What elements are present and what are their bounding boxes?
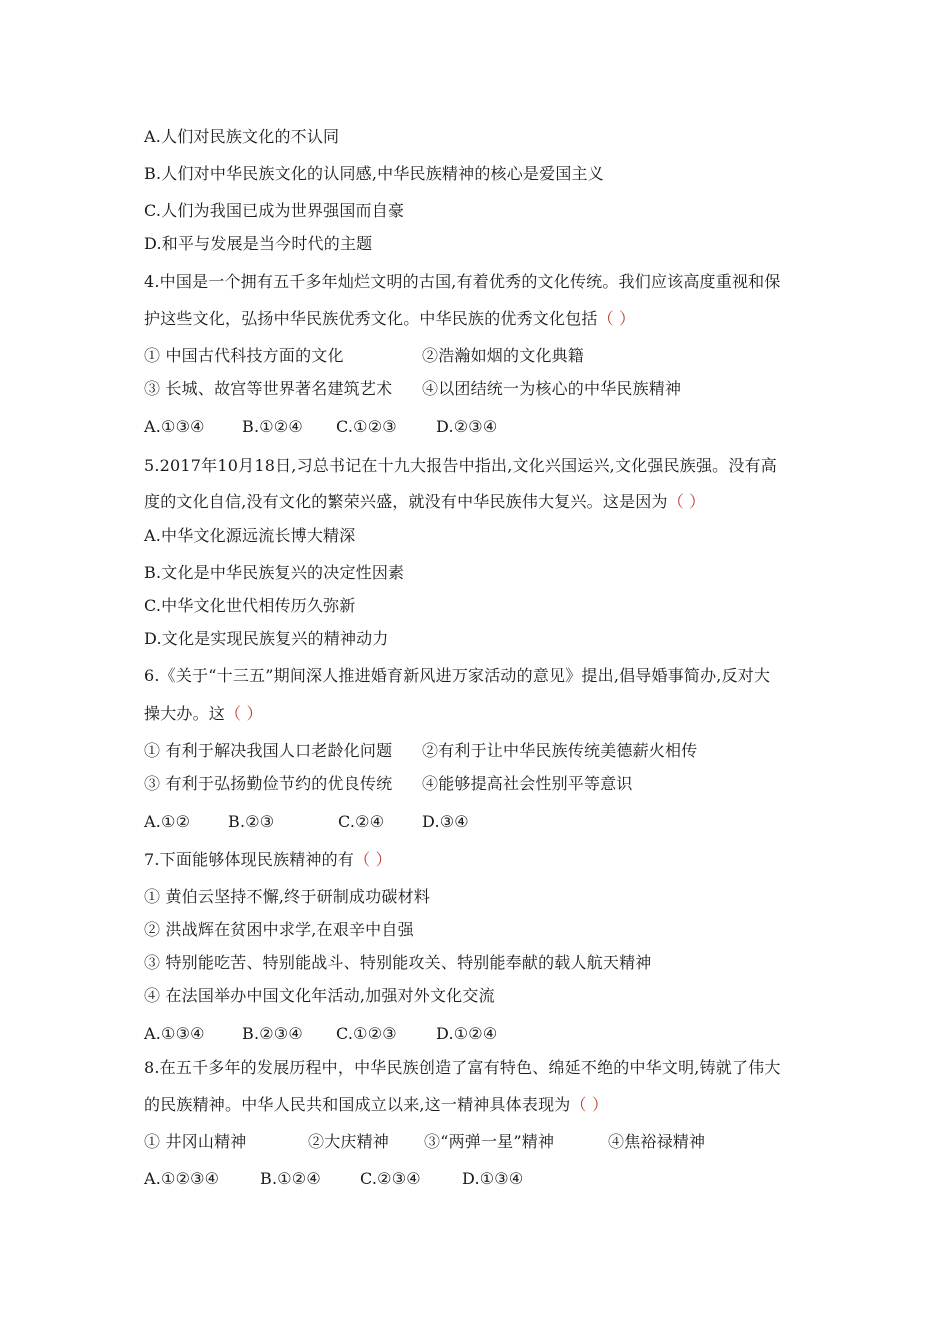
q7-choice-a: A.①③④ [144,1024,205,1043]
q8-answer-paren: （ ） [570,1095,609,1114]
q8-item-3: ③“两弹一星”精神 [424,1132,555,1151]
q6-choices [144,811,469,833]
q4-choice-b: B.①②④ [242,417,303,436]
q6-item-3: ③ 有利于弘扬勤俭节约的优良传统 [144,774,393,793]
q7-answer-paren: （ ） [354,850,392,869]
q4-item-4: ④以团结统一为核心的中华民族精神 [422,379,682,398]
q7-choice-d: D.①②④ [436,1024,498,1043]
q3-option-b: B.人们对中华民族文化的认同感,中华民族精神的核心是爱国主义 [144,164,604,183]
q8-stem-line1: 8.在五千多年的发展历程中，中华民族创造了富有特色、绵延不绝的中华文明,铸就了伟大 [144,1058,781,1077]
q6-answer-paren: （ ） [225,704,263,723]
q4-choice-a: A.①③④ [144,417,205,436]
q8-item-4: ④焦裕禄精神 [608,1132,706,1151]
q6-items-row2 [144,773,633,795]
q6-item-4: ④能够提高社会性别平等意识 [422,774,633,793]
q6-choice-d: D.③④ [422,812,469,831]
q7-item-3: ③ 特别能吃苦、特别能战斗、特别能攻关、特别能奉献的载人航天精神 [144,953,652,972]
q7-stem [144,849,392,871]
q6-items-row1 [144,740,697,762]
q3-option-d: D.和平与发展是当今时代的主题 [144,234,373,253]
q5-stem-text: 度的文化自信,没有文化的繁荣兴盛，就没有中华民族伟大复兴。这是因为 [144,492,668,511]
q8-stem-text: 的民族精神。中华人民共和国成立以来,这一精神具体表现为 [144,1095,571,1114]
q4-choice-c: C.①②③ [336,417,397,436]
q6-stem-text: 操大办。这 [144,704,226,723]
q5-stem-line2 [144,491,705,513]
q8-items [144,1131,705,1153]
q7-stem-text: 7.下面能够体现民族精神的有 [144,850,355,869]
q5-option-d: D.文化是实现民族复兴的精神动力 [144,629,389,648]
q8-choice-a: A.①②③④ [144,1169,220,1188]
q8-choice-b: B.①②④ [260,1169,321,1188]
q6-item-1: ① 有利于解决我国人口老龄化问题 [144,741,393,760]
q4-item-3: ③ 长城、故宫等世界著名建筑艺术 [144,379,393,398]
q5-option-c: C.中华文化世代相传历久弥新 [144,596,356,615]
q8-item-1: ① 井冈山精神 [144,1132,247,1151]
q4-stem-line1: 4.中国是一个拥有五千多年灿烂文明的古国,有着优秀的文化传统。我们应该高度重视和保 [144,272,781,291]
q4-items-row1 [144,345,584,367]
q7-item-1: ① 黄伯云坚持不懈,终于研制成功碳材料 [144,887,430,906]
q4-stem-text: 护这些文化，弘扬中华民族优秀文化。中华民族的优秀文化包括 [144,309,598,328]
q7-choice-c: C.①②③ [336,1024,397,1043]
q4-items-row2 [144,378,681,400]
q5-stem-line1: 5.2017年10月18日,习总书记在十九大报告中指出,文化兴国运兴,文化强民族强。没有高 [144,456,777,475]
q8-item-2: ②大庆精神 [308,1132,390,1151]
q6-choice-b: B.②③ [228,812,275,831]
q5-option-b: B.文化是中华民族复兴的决定性因素 [144,563,405,582]
q8-stem-line2 [144,1094,608,1116]
q7-item-4: ④ 在法国举办中国文化年活动,加强对外文化交流 [144,986,495,1005]
q6-choice-a: A.①② [144,812,191,831]
q4-item-1: ① 中国古代科技方面的文化 [144,346,344,365]
q4-item-2: ②浩瀚如烟的文化典籍 [422,346,585,365]
q8-choices [144,1168,523,1190]
q7-item-2: ② 洪战辉在贫困中求学,在艰辛中自强 [144,920,414,939]
q5-option-a: A.中华文化源远流长博大精深 [144,526,356,545]
q4-stem-line2 [144,308,635,330]
q4-answer-paren: （ ） [597,309,636,328]
q6-choice-c: C.②④ [338,812,385,831]
q4-choices [144,416,497,438]
q5-answer-paren: （ ） [667,492,706,511]
q3-option-a: A.人们对民族文化的不认同 [144,127,340,146]
q4-choice-d: D.②③④ [436,417,498,436]
q7-choice-b: B.②③④ [242,1024,303,1043]
q3-option-c: C.人们为我国已成为世界强国而自豪 [144,201,405,220]
q6-item-2: ②有利于让中华民族传统美德薪火相传 [422,741,698,760]
q7-choices [144,1023,497,1045]
q6-stem-line1: 6.《关于“十三五”期间深人推进婚育新风进万家活动的意见》提出,倡导婚事简办,反对大 [144,666,771,685]
q8-choice-d: D.①③④ [462,1169,524,1188]
q8-choice-c: C.②③④ [360,1169,421,1188]
q6-stem-line2 [144,703,263,725]
